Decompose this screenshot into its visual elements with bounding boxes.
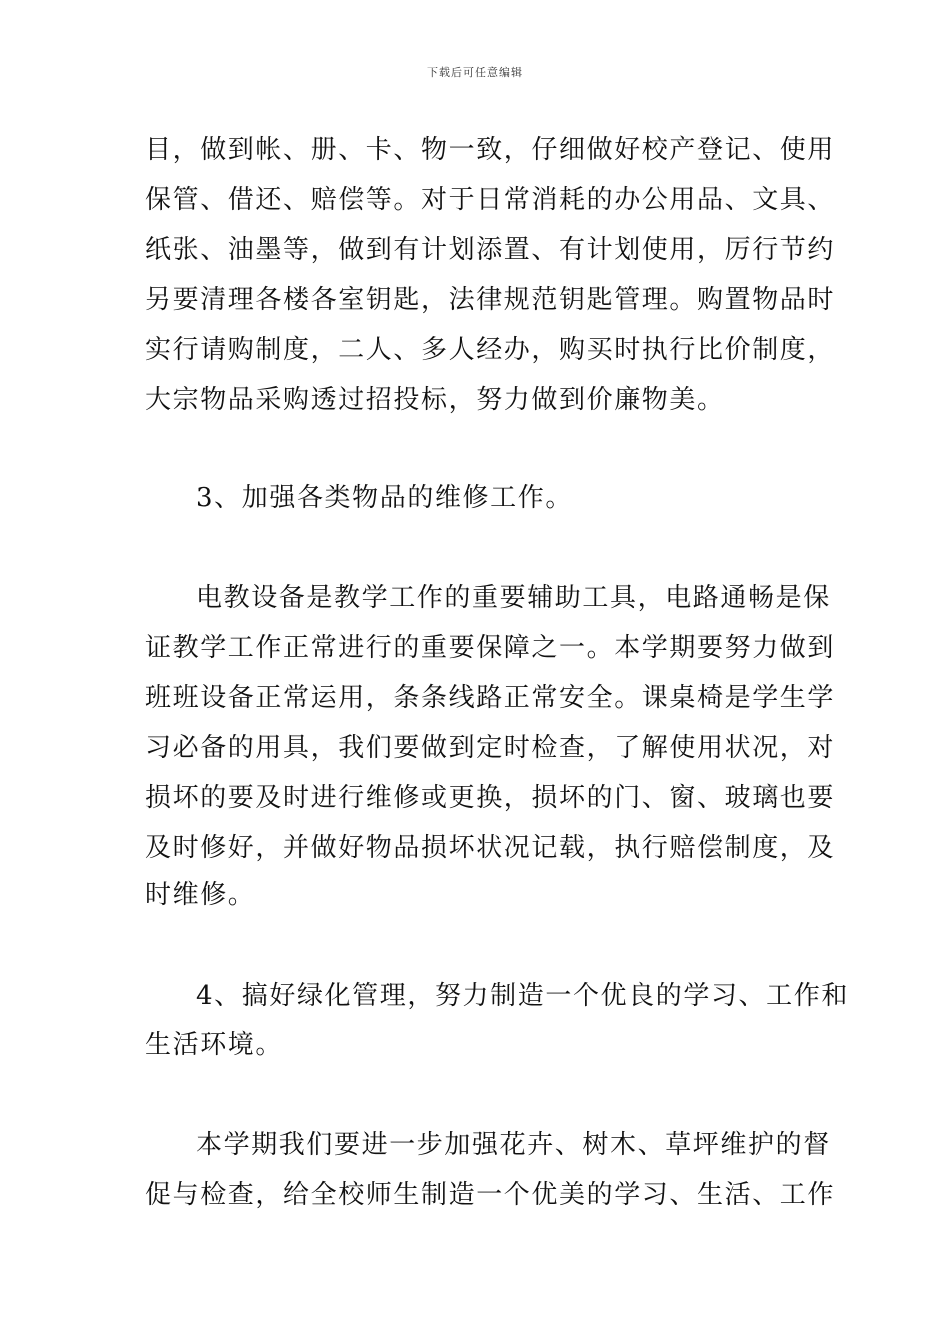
paragraph-line: 目，做到帐、册、卡、物一致，仔细做好校产登记、使用 <box>145 135 836 165</box>
paragraph-line: 电教设备是教学工作的重要辅助工具，电路通畅是保 <box>196 583 831 613</box>
paragraph-line: 大宗物品采购透过招投标，努力做到价廉物美。 <box>145 385 725 415</box>
paragraph-line: 保管、借还、赔偿等。对于日常消耗的办公用品、文具、 <box>145 185 836 215</box>
paragraph-line: 证教学工作正常进行的重要保障之一。本学期要努力做到 <box>145 633 836 663</box>
section-heading-continuation: 生活环境。 <box>145 1030 284 1060</box>
paragraph-line: 促与检查，给全校师生制造一个优美的学习、生活、工作 <box>145 1180 836 1210</box>
paragraph-line: 另要清理各楼各室钥匙，法律规范钥匙管理。购置物品时 <box>145 285 836 315</box>
paragraph-line: 及时修好，并做好物品损坏状况记载，执行赔偿制度，及 <box>145 833 836 863</box>
paragraph-line: 纸张、油墨等，做到有计划添置、有计划使用，厉行节约 <box>145 235 836 265</box>
paragraph-line: 习必备的用具，我们要做到定时检查，了解使用状况，对 <box>145 733 836 763</box>
paragraph-line: 班班设备正常运用，条条线路正常安全。课桌椅是学生学 <box>145 683 836 713</box>
section-heading: 3、加强各类物品的维修工作。 <box>196 483 573 513</box>
paragraph-line: 实行请购制度，二人、多人经办，购买时执行比价制度， <box>145 335 836 365</box>
paragraph-line: 损坏的要及时进行维修或更换，损坏的门、窗、玻璃也要 <box>145 783 836 813</box>
page-header: 下载后可任意编辑 <box>427 66 523 79</box>
paragraph-line: 时维修。 <box>145 880 256 910</box>
section-heading: 4、搞好绿化管理，努力制造一个优良的学习、工作和 <box>196 981 849 1011</box>
paragraph-line: 本学期我们要进一步加强花卉、树木、草坪维护的督 <box>196 1130 831 1160</box>
